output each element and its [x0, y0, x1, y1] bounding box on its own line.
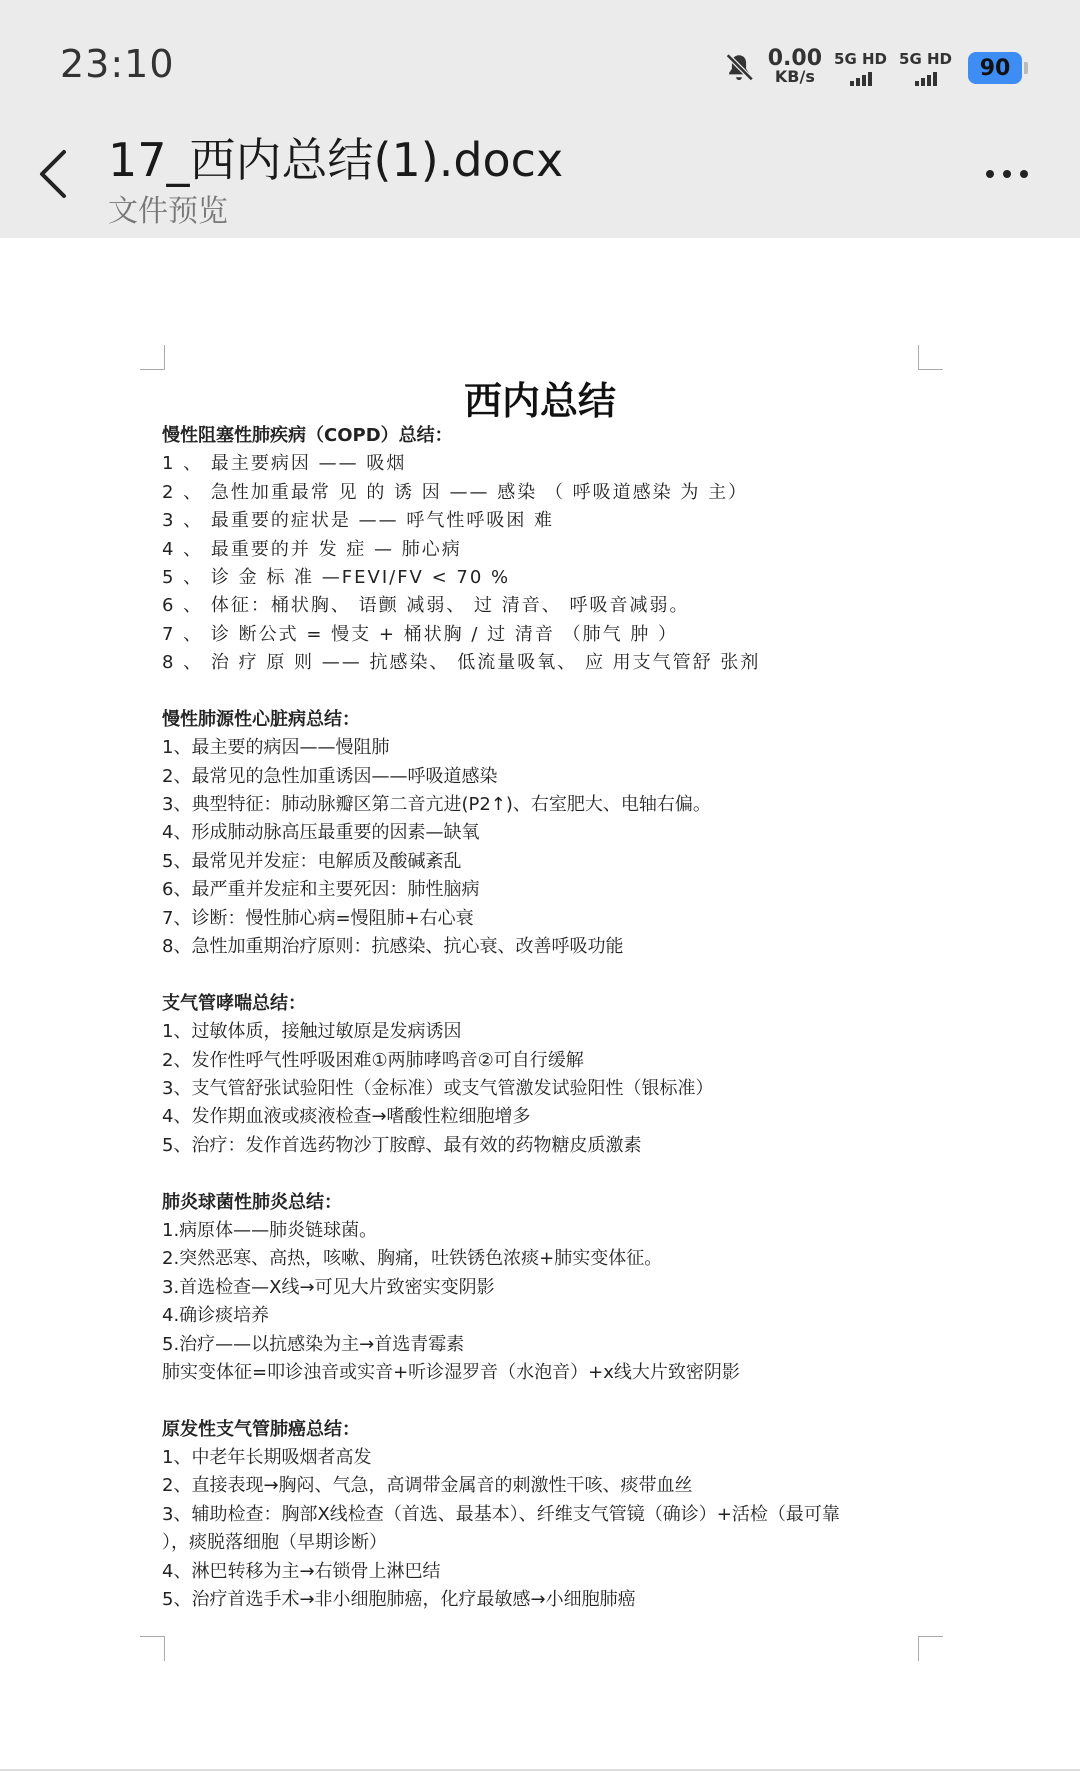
document-heading: 西内总结 [463, 379, 616, 423]
list-item: 5、治疗：发作首选药物沙丁胺醇、最有效的药物糖皮质激素 [162, 1134, 642, 1156]
sim1-signal: 5G HD [834, 51, 887, 86]
document-page [0, 238, 1080, 1771]
document-body [162, 422, 932, 1614]
signal-bars-icon [915, 70, 937, 86]
page-corner-mark [918, 1636, 943, 1661]
more-dot-icon [1020, 170, 1028, 178]
section-title: 支气管哮喘总结： [162, 992, 306, 1014]
list-item: 1、过敏体质，接触过敏原是发病诱因 [162, 1021, 462, 1043]
list-item: 6、最严重并发症和主要死因：肺性脑病 [162, 879, 480, 901]
list-item: 7、诊断：慢性肺心病=慢阻肺+右心衰 [162, 907, 474, 929]
list-item: 4.确诊痰培养 [162, 1305, 270, 1327]
list-item: 3、支气管舒张试验阳性（金标准）或支气管激发试验阳性（银标准） [162, 1077, 714, 1099]
list-item: 8 、 治 疗 原 则 —— 抗感染、 低流量吸氧、 应 用支气管舒 张剂 [162, 652, 761, 674]
list-item: 4 、 最重要的并 发 症 — 肺心病 [162, 538, 462, 560]
battery-indicator: 90 [968, 52, 1022, 84]
more-dot-icon [986, 170, 994, 178]
section-title: 慢性肺源性心脏病总结： [162, 708, 360, 730]
section-title: 原发性支气管肺癌总结： [162, 1418, 360, 1440]
status-indicators [722, 46, 1022, 90]
file-title: 17_西内总结(1).docx [108, 133, 564, 187]
list-item: 3 、 最重要的症状是 —— 呼气性呼吸困 难 [162, 510, 555, 532]
section-title: 慢性阻塞性肺疾病（COPD）总结： [162, 425, 453, 446]
file-subtitle: 文件预览 [108, 194, 228, 229]
list-item: 5.治疗——以抗感染为主→首选青霉素 [162, 1333, 465, 1355]
more-options-button[interactable] [986, 170, 1028, 178]
sim2-signal: 5G HD [899, 51, 952, 86]
list-item: 2、最常见的急性加重诱因——呼吸道感染 [162, 765, 498, 787]
list-item: 2、直接表现→胸闷、气急，高调带金属音的刺激性干咳、痰带血丝 [162, 1475, 693, 1497]
list-item: 肺实变体征=叩诊浊音或实音+听诊湿罗音（水泡音）+x线大片致密阴影 [162, 1361, 740, 1383]
list-item: 1、最主要的病因——慢阻肺 [162, 737, 390, 759]
mute-bell-icon [722, 51, 756, 85]
list-item: 5 、 诊 金 标 准 —FEVI/FV < 70 % [162, 566, 511, 588]
list-item: 4、淋巴转移为主→右锁骨上淋巴结 [162, 1560, 441, 1582]
page-corner-mark [140, 1636, 165, 1661]
network-speed: 0.00 KB/s [767, 46, 823, 86]
section-title: 肺炎球菌性肺炎总结： [162, 1191, 342, 1213]
list-item: 5、最常见并发症：电解质及酸碱紊乱 [162, 850, 462, 872]
list-item: 1 、 最主要病因 —— 吸烟 [162, 453, 407, 475]
list-item: 3、辅助检查：胸部X线检查（首选、最基本）、纤维支气管镜（确诊）+活检（最可靠 [162, 1503, 840, 1525]
list-item: 6 、 体征：桶状胸、 语颤 减弱、 过 清音、 呼吸音减弱。 [162, 595, 690, 617]
list-item: 3、典型特征：肺动脉瓣区第二音亢进(P2↑)、右室肥大、电轴右偏。 [162, 794, 711, 816]
list-item: 7 、 诊 断公式 = 慢支 + 桶状胸 / 过 清音 （肺气 肿 ） [162, 623, 679, 645]
list-item: 3.首选检查—X线→可见大片致密实变阴影 [162, 1276, 495, 1298]
more-dot-icon [1003, 170, 1011, 178]
status-time: 23:10 [60, 42, 175, 86]
app-header [0, 0, 1080, 238]
list-item: 2、发作性呼气性呼吸困难①两肺哮鸣音②可自行缓解 [162, 1049, 584, 1071]
signal-bars-icon [850, 70, 872, 86]
list-item: 5、治疗首选手术→非小细胞肺癌，化疗最敏感→小细胞肺癌 [162, 1589, 636, 1611]
list-item: 4、发作期血液或痰液检查→嗜酸性粒细胞增多 [162, 1106, 531, 1128]
list-item: ），痰脱落细胞（早期诊断） [162, 1532, 387, 1554]
back-arrow-icon[interactable] [34, 146, 74, 202]
list-item: 1.病原体——肺炎链球菌。 [162, 1219, 378, 1241]
list-item: 1、中老年长期吸烟者高发 [162, 1447, 372, 1469]
list-item: 8、急性加重期治疗原则：抗感染、抗心衰、改善呼吸功能 [162, 936, 624, 958]
list-item: 2.突然恶寒、高热，咳嗽、胸痛，吐铁锈色浓痰+肺实变体征。 [162, 1248, 663, 1270]
list-item: 2 、 急性加重最常 见 的 诱 因 —— 感染 （ 呼吸道感染 为 主） [162, 481, 749, 503]
page-corner-mark [140, 345, 165, 370]
page-corner-mark [918, 345, 943, 370]
list-item: 4、形成肺动脉高压最重要的因素—缺氧 [162, 822, 480, 844]
